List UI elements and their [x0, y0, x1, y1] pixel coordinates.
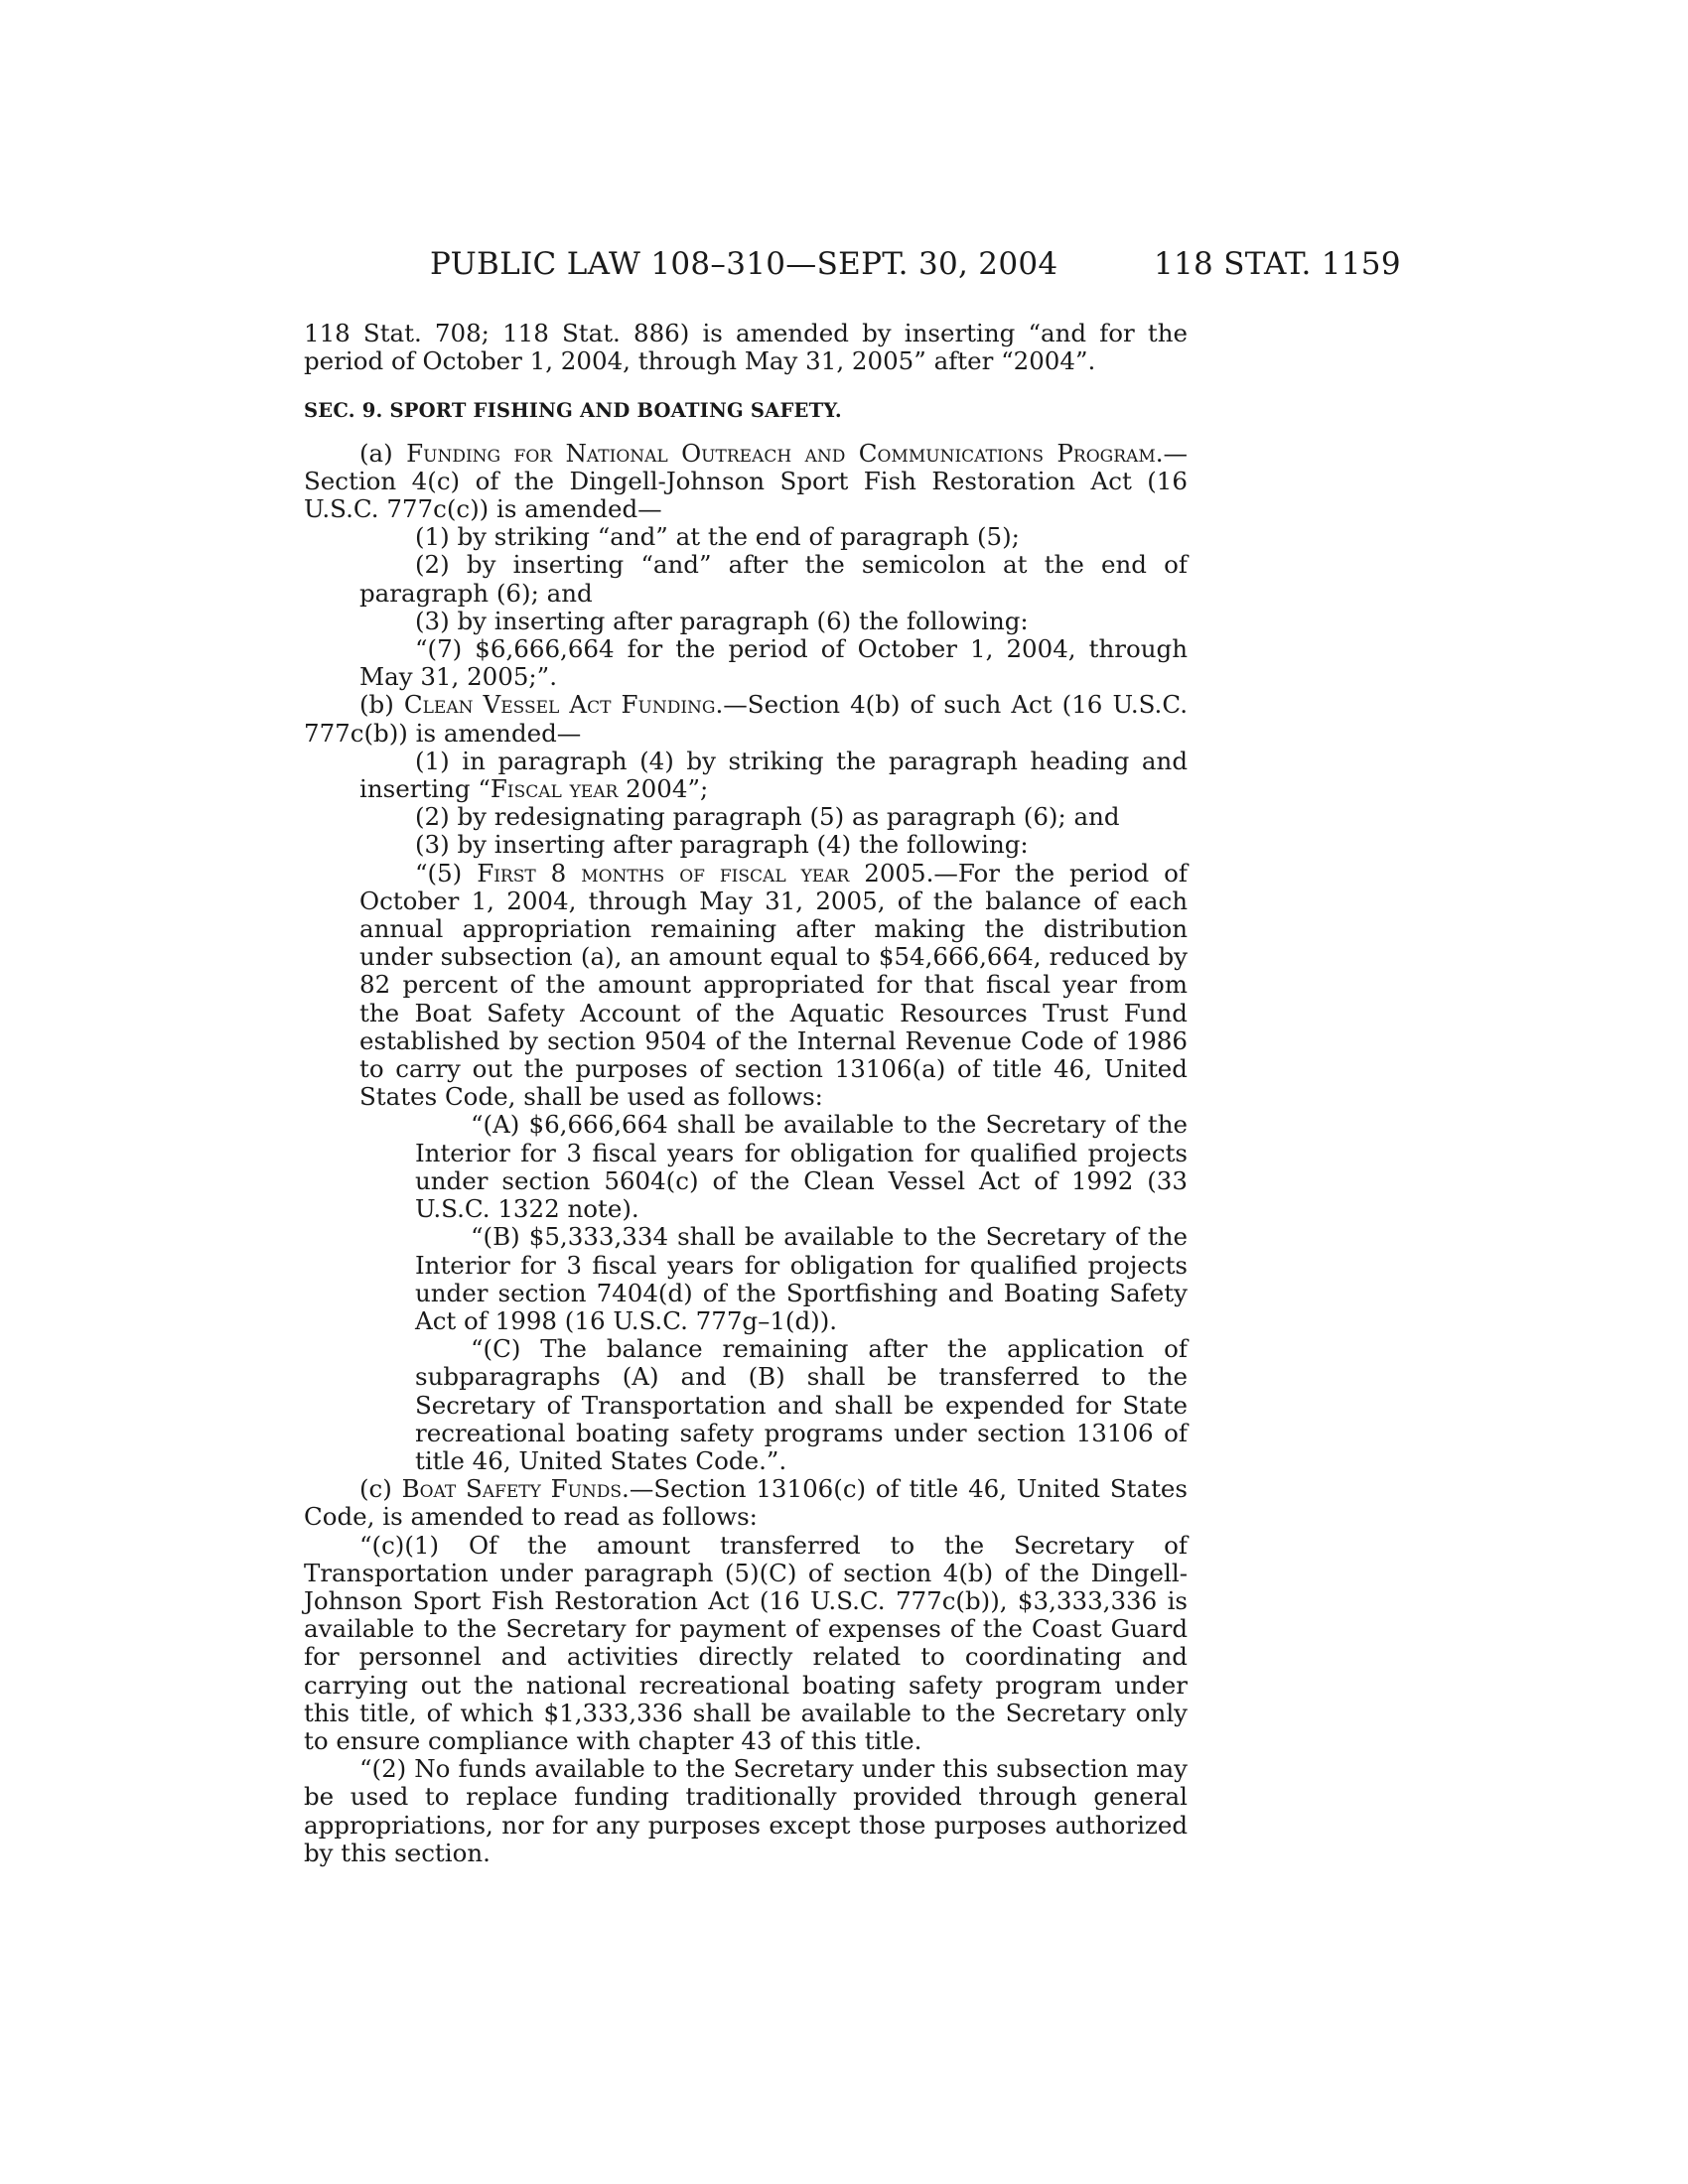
subsection-c: [304, 1475, 1188, 1531]
quoted-subparagraph-a: “(A) $6,666,664 shall be available to the Secretary of the Interior for 3 fiscal years for obligation for qualified projects under section 5604(c) of the Clean Vessel Act of 1992 (33 U.S.C. 1322 note).: [415, 1110, 1188, 1224]
quoted-paragraph-c2: “(2) No funds available to the Secretary under this subsection may be used to replace funding traditionally provided through general appropriations, nor for any purposes except those purposes authorized by this section.: [304, 1754, 1188, 1867]
body-text: [304, 320, 1188, 1867]
subsection-b-label: (b): [359, 690, 404, 720]
quoted-paragraph-c1: “(c)(1) Of the amount transferred to the Secretary of Transportation under paragraph (5)(C) of section 4(b) of the Dingell-Johnson Sport Fish Restoration Act (16 U.S.C. 777c(b)), $3,333,336 is available to the Secretary for payment of expenses of the Coast Guard for personnel and activities directly related to coordinating and carrying out the national recreational boating safety program under this title, of which $1,333,336 shall be available to the Secretary only to ensure compliance with chapter 43 of this title.: [304, 1530, 1188, 1755]
subsection-a-text: —Section 4(c) of the Dingell-Johnson Sport Fish Restoration Act (16 U.S.C. 777c(c)) is amended—: [304, 438, 1189, 524]
paragraph-a2: (2) by inserting “and” after the semicolon at the end of paragraph (6); and: [359, 550, 1188, 608]
quoted-paragraph-7: “(7) $6,666,664 for the period of October 1, 2004, through May 31, 2005;”.: [359, 634, 1188, 692]
quoted-subparagraph-b: “(B) $5,333,334 shall be available to the Secretary of the Interior for 3 fiscal years for obligation for qualified projects under section 7404(d) of the Sportfishing and Boating Safety Act of 1998 (16 U.S.C. 777g–1(d)).: [415, 1222, 1188, 1335]
quoted-subparagraph-c: “(C) The balance remaining after the application of subparagraphs (A) and (B) shall be transferred to the Secretary of Transportation and shall be expended for State recreational boating safety programs under section 13106 of title 46, United States Code.”.: [415, 1334, 1188, 1475]
subsection-b-text: —Section 4(b) of such Act (16 U.S.C. 777c(b)) is amended—: [304, 690, 1188, 748]
quoted-paragraph-5: [304, 860, 1188, 1112]
section-heading: SEC. 9. SPORT FISHING AND BOATING SAFETY.: [304, 399, 842, 423]
subsection-b: [304, 691, 1188, 747]
subsection-a-label: (a): [359, 438, 407, 468]
subsection-c-text: —Section 13106(c) of title 46, United States Code, is amended to read as follows:: [304, 1474, 1188, 1532]
quoted-paragraph-5-text: —For the period of October 1, 2004, through May 31, 2005, of the balance of each annual appropriation remaining after making the distribution under subsection (a), an amount equal to $54,666,664, reduced by 82 percent of the amount appropriated for that fiscal year from the Boat Safety Account of the Aquatic Resources Trust Fund established by section 9504 of the Internal Revenue Code of 1986 to carry out the purposes of section 13106(a) of title 46, United States Code, shall be used as follows:: [359, 858, 1188, 1112]
subsection-a-heading: Funding for National Outreach and Communications Program.: [406, 438, 1164, 468]
paragraph-b2: (2) by redesignating paragraph (5) as paragraph (6); and: [415, 802, 1120, 832]
running-head: [0, 246, 1688, 286]
subsection-c-heading: Boat Safety Funds.: [401, 1474, 630, 1504]
quoted-paragraph-5-label: “(5): [415, 858, 478, 887]
subsection-a: [304, 440, 1188, 524]
running-head-title: PUBLIC LAW 108–310—SEPT. 30, 2004: [430, 246, 1058, 282]
paragraph-a1: (1) by striking “and” at the end of paragraph (5);: [415, 522, 1020, 552]
subsection-b-heading: Clean Vessel Act Funding.: [403, 690, 724, 720]
paragraph-a3: (3) by inserting after paragraph (6) the following:: [415, 606, 1029, 635]
paragraph-b1-text: (1) in paragraph (4) by striking the paragraph heading and inserting “: [359, 746, 1188, 804]
running-head-stat-citation: 118 STAT. 1159: [1154, 246, 1401, 282]
subsection-c-label: (c): [359, 1474, 402, 1504]
paragraph-b1-heading: Fiscal year 2004: [490, 774, 688, 804]
continuation-paragraph: 118 Stat. 708; 118 Stat. 886) is amended by inserting “and for the period of October 1, 2004, through May 31, 2005” after “2004”.: [304, 319, 1188, 376]
paragraph-b1: [304, 748, 1188, 803]
paragraph-b1-end: ”;: [687, 774, 709, 804]
paragraph-b3: (3) by inserting after paragraph (4) the following:: [415, 830, 1029, 860]
quoted-paragraph-5-heading: First 8 months of fiscal year 2005.: [477, 858, 934, 887]
